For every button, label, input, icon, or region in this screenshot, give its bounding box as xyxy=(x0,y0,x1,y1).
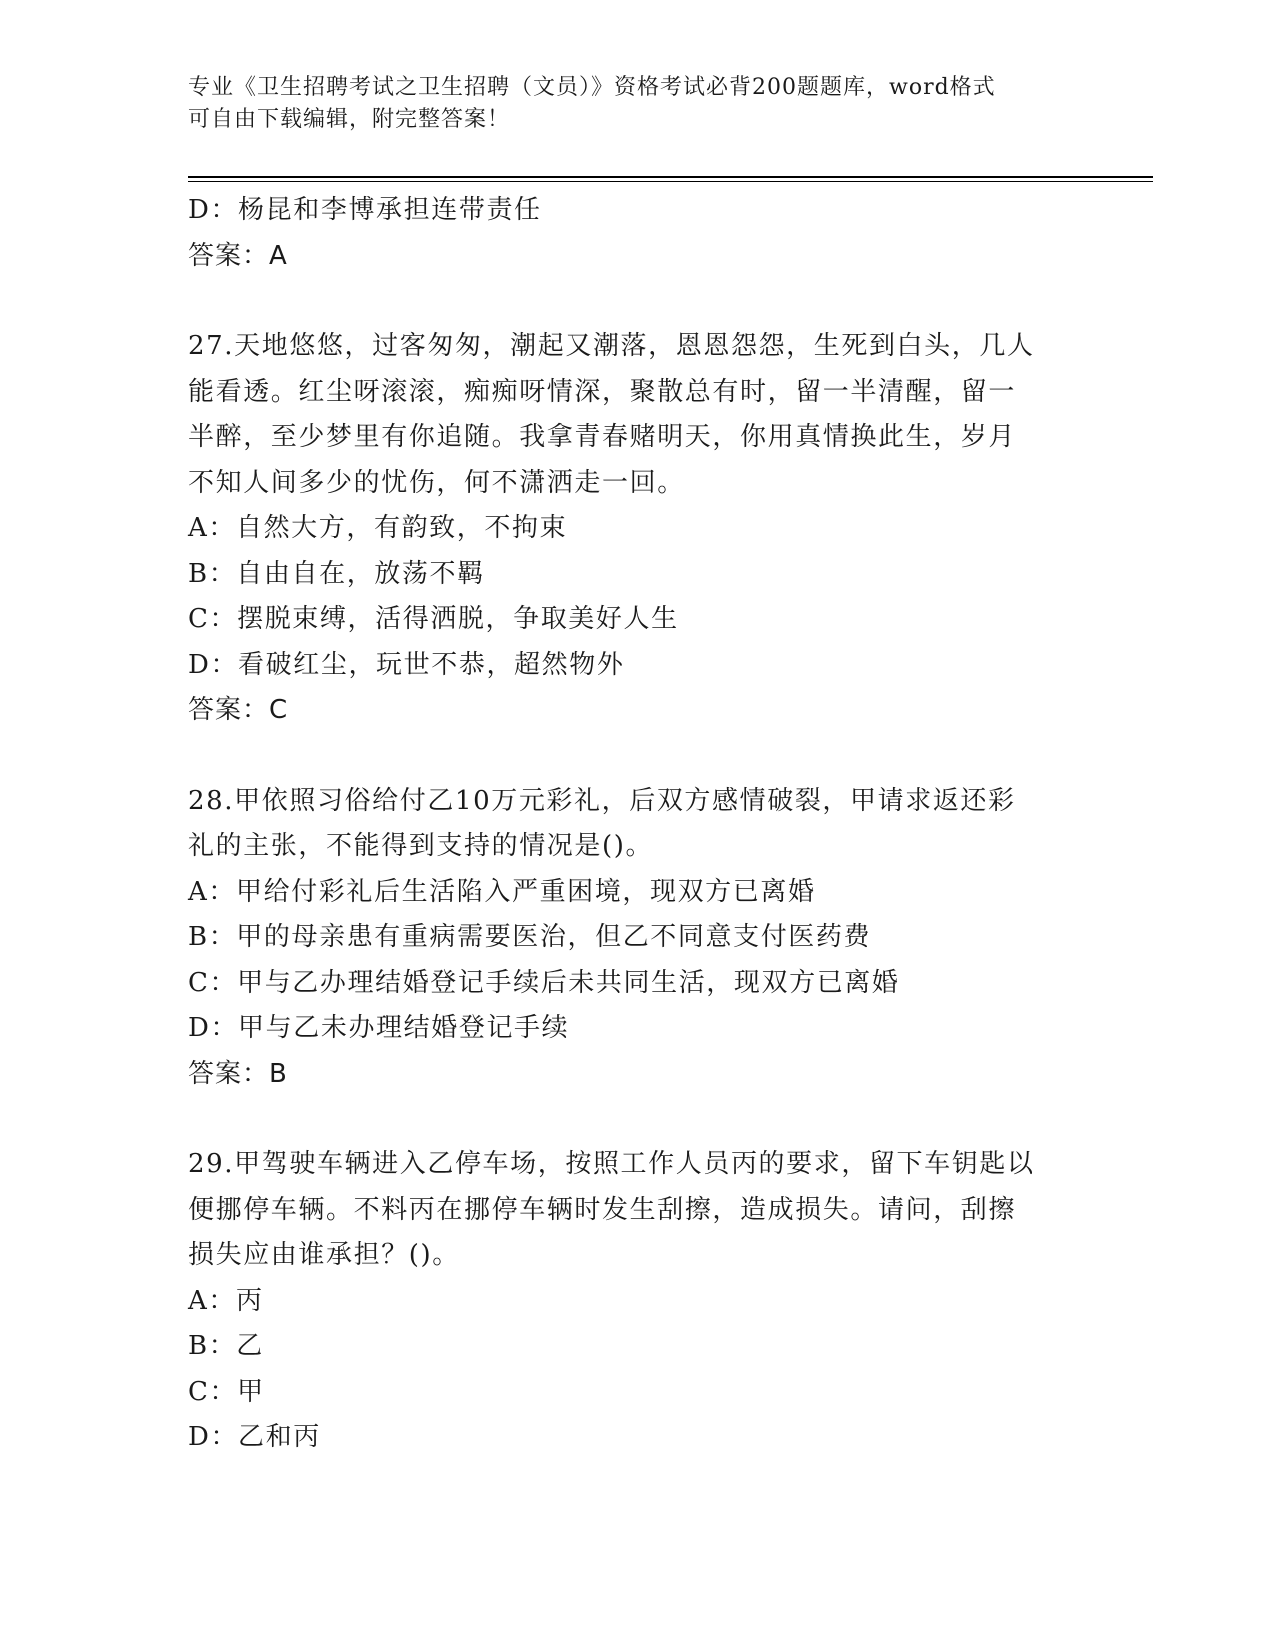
question-text-line: 29.甲驾驶车辆进入乙停车场，按照工作人员丙的要求，留下车钥匙以 xyxy=(188,1149,1035,1179)
spacer xyxy=(188,1097,1088,1142)
option-a: A：甲给付彩礼后生活陷入严重困境，现双方已离婚 xyxy=(188,876,816,907)
option-b: B：甲的母亲患有重病需要医治，但乙不同意支付医药费 xyxy=(188,922,872,952)
answer: 答案：A xyxy=(188,240,288,271)
option-d: D：杨昆和李博承担连带责任 xyxy=(188,195,542,225)
answer: 答案：C xyxy=(188,695,289,725)
question-text-line: 礼的主张，不能得到支持的情况是()。 xyxy=(188,831,654,861)
question-text-line: 能看透。红尘呀滚滚，痴痴呀情深，聚散总有时，留一半清醒，留一 xyxy=(188,376,1017,407)
question-text-line: 便挪停车辆。不料丙在挪停车辆时发生刮擦，造成损失。请问，刮擦 xyxy=(188,1194,1017,1225)
header-divider-thin xyxy=(188,181,1153,182)
spacer xyxy=(188,734,1088,779)
option-d: D：甲与乙未办理结婚登记手续 xyxy=(188,1013,570,1043)
answer: 答案：B xyxy=(188,1058,288,1089)
option-d: D：看破红尘，玩世不恭，超然物外 xyxy=(188,649,625,680)
header-line-1: 专业《卫生招聘考试之卫生招聘（文员）》资格考试必背200题题库，word格式 xyxy=(188,75,996,100)
question-text-line: 28.甲依照习俗给付乙10万元彩礼，后双方感情破裂，甲请求返还彩 xyxy=(188,785,1016,816)
header-line-2: 可自由下载编辑，附完整答案！ xyxy=(188,107,511,132)
option-c: C：摆脱束缚，活得洒脱，争取美好人生 xyxy=(188,604,679,634)
document-body xyxy=(188,188,1088,1461)
document-header xyxy=(188,72,1088,136)
option-c: C：甲 xyxy=(188,1376,265,1407)
question-28 xyxy=(188,779,1088,1098)
option-a: A：自然大方，有韵致，不拘束 xyxy=(188,513,568,543)
option-d: D：乙和丙 xyxy=(188,1422,321,1452)
spacer xyxy=(188,279,1088,324)
option-a: A：丙 xyxy=(188,1285,264,1316)
question-text-line: 半醉，至少梦里有你追随。我拿青春赌明天，你用真情换此生，岁月 xyxy=(188,422,1017,452)
option-b: B：乙 xyxy=(188,1331,264,1361)
question-text-line: 27.天地悠悠，过客匆匆，潮起又潮落，恩恩怨怨，生死到白头，几人 xyxy=(188,331,1035,361)
question-text-line: 不知人间多少的忧伤，何不潇洒走一回。 xyxy=(188,467,685,498)
question-text-line: 损失应由谁承担？()。 xyxy=(188,1240,460,1270)
option-b: B：自由自在，放荡不羁 xyxy=(188,558,485,589)
option-c: C：甲与乙办理结婚登记手续后未共同生活，现双方已离婚 xyxy=(188,967,900,998)
question-29 xyxy=(188,1142,1088,1461)
question-27 xyxy=(188,324,1088,734)
header-divider-thick xyxy=(188,176,1153,178)
